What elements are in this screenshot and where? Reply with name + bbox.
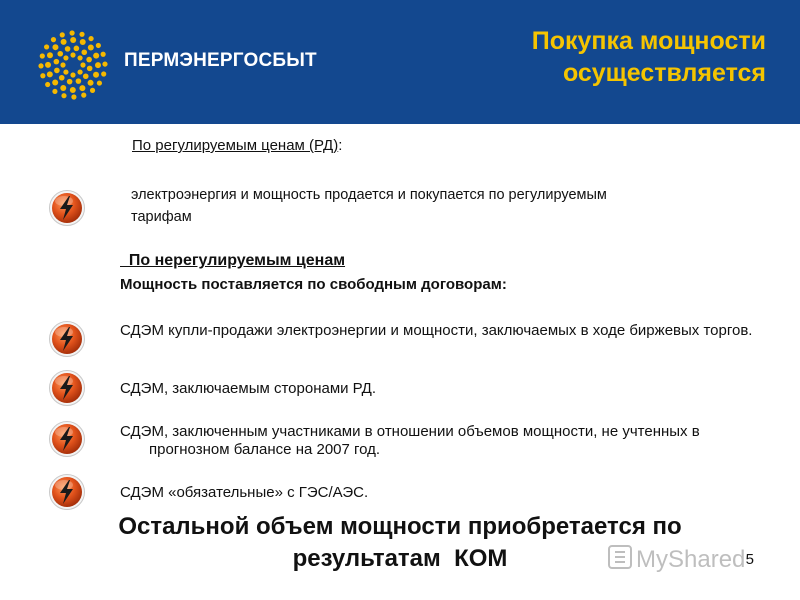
unregulated-heading: По нерегулируемым ценам (120, 252, 346, 269)
logo-dot (96, 43, 101, 48)
unregulated-subheading: Мощность поставляется по свободным договорам: (120, 276, 507, 293)
regulated-heading (132, 137, 342, 154)
logo-dot (61, 39, 67, 45)
title-line-2: осуществляется (562, 59, 766, 87)
logo-dot (80, 62, 85, 67)
logo-dot (54, 68, 60, 74)
logo-dot (95, 62, 101, 68)
logo-dot (71, 94, 76, 99)
logo-dot (54, 59, 60, 65)
logo-dot (101, 52, 106, 57)
lightning-bolt-icon (48, 369, 86, 407)
logo-dot (90, 88, 95, 93)
lightning-bolt-icon (48, 420, 86, 458)
conclusion-line-2: результатам КОМ (292, 545, 508, 572)
logo-dot (45, 82, 50, 87)
logo-dot (70, 52, 75, 57)
logo-dot (80, 39, 86, 45)
logo-dot (69, 30, 74, 35)
logo-dot (88, 44, 94, 50)
logo-dot (81, 49, 87, 55)
header-banner (0, 0, 800, 124)
logo-dot (79, 85, 85, 91)
logo-dot (67, 79, 73, 85)
logo-dot (52, 80, 58, 86)
regulated-text-line-1: электроэнергия и мощность продается и покупается по регулируемым (131, 187, 607, 203)
logo-dot (93, 53, 99, 59)
list-item: СДЭМ, заключаемым сторонами РД. (120, 380, 377, 397)
logo-dot (51, 37, 56, 42)
list-item: СДЭМ купли-продажи электроэнергии и мощности, заключаемых в ходе биржевых торгов. (120, 322, 753, 339)
logo-dot (61, 93, 66, 98)
logo-dot (88, 36, 93, 41)
logo-dot (65, 46, 71, 52)
watermark-logo (606, 536, 761, 576)
list-item: СДЭМ «обязательные» с ГЭС/АЭС. (120, 484, 369, 501)
logo-dot (60, 32, 65, 37)
page-number: 5 (745, 551, 754, 568)
logo-dot (38, 63, 43, 68)
conclusion-line-1: Остальной объем мощности приобретается по (118, 513, 682, 540)
regulated-text-line-2: тарифам (131, 209, 192, 225)
page-title (532, 25, 766, 89)
logo-dot (79, 32, 84, 37)
logo-dot (63, 55, 68, 60)
logo-dot (44, 44, 49, 49)
logo-dot (45, 62, 51, 68)
lightning-bolt-icon (48, 320, 86, 358)
logo-dot (52, 89, 57, 94)
logo-dot (70, 72, 75, 77)
logo-dot (40, 73, 45, 78)
logo-dot (74, 46, 80, 52)
logo-dot (47, 52, 53, 58)
logo-dot (60, 85, 66, 91)
regulated-heading-colon: : (338, 137, 343, 154)
logo-dot (70, 87, 76, 93)
watermark-text: MyShared (636, 546, 746, 573)
lightning-bolt-icon (48, 473, 86, 511)
logo-dot (70, 37, 76, 43)
logo-dot (97, 80, 102, 85)
logo-dot (57, 51, 63, 57)
sun-dots-logo-icon (38, 30, 108, 100)
logo-dot (81, 93, 86, 98)
logo-dot (52, 44, 58, 50)
lightning-bolt-icon (48, 189, 86, 227)
logo-dot (76, 78, 82, 84)
logo-dot (83, 73, 89, 79)
logo-dot (47, 71, 53, 77)
title-line-1: Покупка мощности (531, 27, 766, 55)
logo-dot (101, 71, 106, 76)
regulated-text (131, 184, 607, 228)
logo-dot (77, 55, 82, 60)
logo-dot (77, 69, 82, 74)
logo-dot (86, 57, 92, 63)
logo-dot (88, 80, 94, 86)
company-name: ПЕРМЭНЕРГОСБЫТ (124, 50, 317, 71)
logo-dot (93, 72, 99, 78)
logo-dot (59, 75, 65, 81)
logo-dot (63, 69, 68, 74)
list-item: СДЭМ, заключенным участниками в отношении объемов мощности, не учтенных в прогнозном балансе на 2007 год. (120, 423, 700, 458)
logo-dot (102, 61, 107, 66)
logo-dot (87, 66, 93, 72)
logo-dot (60, 62, 65, 67)
regulated-heading-text: По регулируемым ценам (РД) (132, 137, 339, 154)
logo-dot (40, 53, 45, 58)
